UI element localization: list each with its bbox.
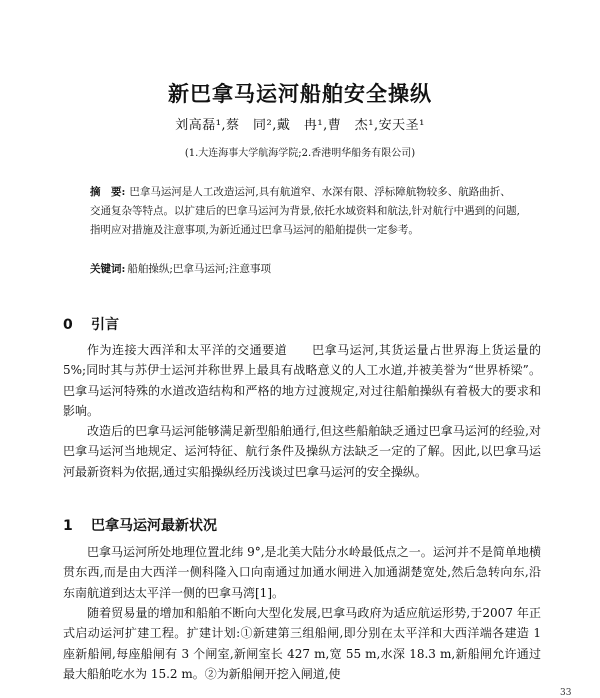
body-paragraph: 作为连接大西洋和太平洋的交通要道 巴拿马运河,其货运量占世界海上货运量的5%;同时其与苏伊士运河并称世界上最具有战略意义的人工水道,并被美誉为“世界桥梁”。巴拿马运河特殊的水道改造结构和严格的地方过渡规定,对过往船舶操纵有着极大的要求和影响。 [63,343,541,418]
body-paragraph: 巴拿马运河所处地理位置北纬 9°,是北美大陆分水岭最低点之一。运河并不是简单地横贯东西,而是由大西洋一侧科隆入口向南通过加通水闸进入加通湖楚宽处,然后急转向东,沿东南航道到达太平洋一侧的巴拿马湾[1]。 [63,545,541,600]
keywords [90,260,520,279]
section-number: 1 [63,518,73,534]
section-title: 引言 [91,317,119,333]
page-number: 33 [560,688,572,698]
abstract-label: 摘 要: [90,186,126,198]
body-paragraph: 改造后的巴拿马运河能够满足新型船舶通行,但这些船舶缺乏通过巴拿马运河的经验,对巴拿马运河当地规定、运河特征、航行条件及操纵方法缺乏一定的了解。因此,以巴拿马运河最新资料为依据,通过实船操纵经历浅谈过巴拿马运河的安全操纵。 [63,424,541,479]
section-heading-status [63,515,217,535]
paper-title: 新巴拿马运河船舶安全操纵 [168,82,432,106]
affiliation: (1.大连海事大学航海学院;2.香港明华船务有限公司) [184,148,416,159]
body-paragraph: 随着贸易量的增加和船舶不断向大型化发展,巴拿马政府为适应航运形势,于2007 年正式启动运河扩建工程。扩建计划:①新建第三组船闸,即分别在太平洋和大西洋端各建造 1 座新船闸,每座船闸有 3 个闸室,新闸室长 427 m,宽 55 m,水深 18.3 m,新船闸允许通过最大船舶吃水为 15.2 m。②为新船闸开挖入闸道,使 [63,606,541,681]
abstract-text: 巴拿马运河是人工改造运河,具有航道窄、水深有限、浮标障航物较多、航路曲折、交通复杂等特点。以扩建后的巴拿马运河为背景,依托水域资料和航法,针对航行中遇到的问题,指明应对措施及注意事项,为新近通过巴拿马运河的船舶提供一定参考。 [90,186,521,236]
keywords-label: 关键词: [90,263,126,275]
section-title: 巴拿马运河最新状况 [91,518,217,534]
author-list: 刘高磊¹,蔡 同²,戴 冉¹,曹 杰¹,安天圣¹ [175,118,425,133]
abstract [90,183,520,240]
section-heading-intro [63,314,119,334]
section-number: 0 [63,317,73,333]
keywords-text: 船舶操纵;巴拿马运河;注意事项 [127,263,271,275]
